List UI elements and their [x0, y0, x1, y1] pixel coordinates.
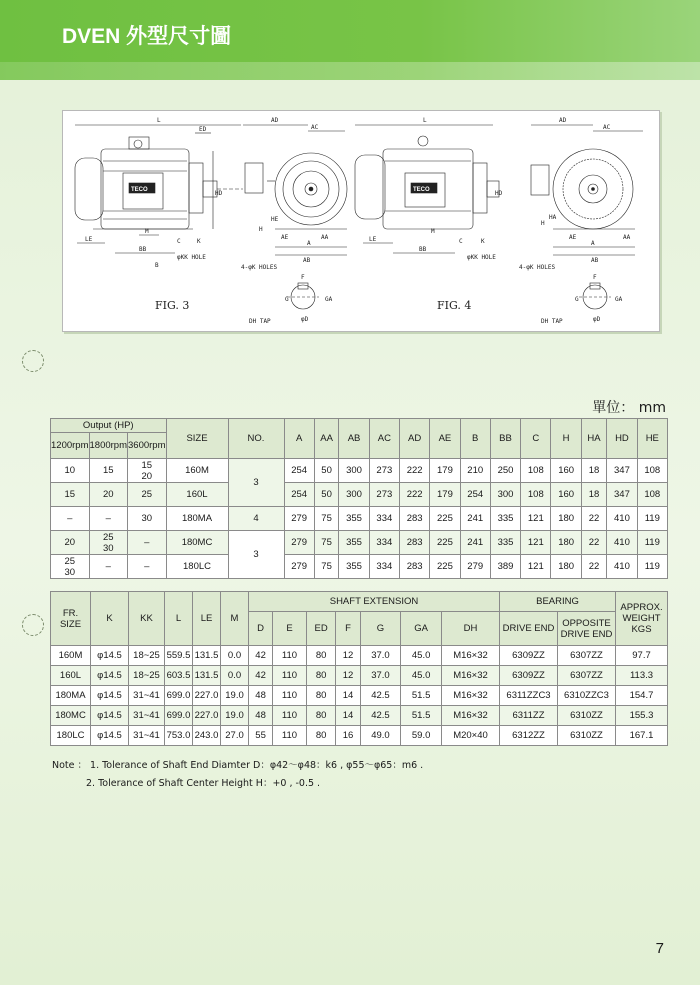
punch-hole-marker: [22, 350, 44, 372]
table-cell: 75: [314, 531, 339, 555]
table-cell: 160L: [51, 666, 91, 686]
table-cell: AD: [399, 419, 429, 459]
table-cell: 80: [306, 666, 336, 686]
fig4-side-view: [355, 117, 503, 261]
table-cell: 334: [369, 555, 399, 579]
table-cell: AC: [369, 419, 399, 459]
table-row: [51, 531, 668, 555]
table-cell: 6312ZZ: [500, 726, 558, 746]
table-cell: 45.0: [401, 646, 442, 666]
table-cell: 155.3: [616, 706, 668, 726]
table-cell: –: [51, 507, 90, 531]
table-cell: 389: [490, 555, 520, 579]
table-cell: 279: [460, 555, 490, 579]
table-cell: DH: [442, 612, 500, 646]
svg-text:AA: AA: [321, 234, 329, 241]
svg-text:L: L: [423, 117, 427, 124]
svg-text:AE: AE: [569, 234, 577, 241]
table-cell: K: [91, 592, 129, 646]
shaft-bearing-table: [50, 591, 668, 746]
table-cell: 167.1: [616, 726, 668, 746]
table-cell: 12: [336, 666, 360, 686]
fig4-shaft-detail: [541, 274, 623, 325]
table-cell: G: [360, 612, 401, 646]
table-cell: L: [165, 592, 193, 646]
table-row: [51, 726, 668, 746]
table-cell: 254: [284, 459, 314, 483]
table-cell: 6311ZZC3: [500, 686, 558, 706]
unit-label: 單位： mm: [592, 400, 666, 416]
table-cell: D: [249, 612, 273, 646]
table-cell: 279: [284, 531, 314, 555]
table-cell: 108: [637, 483, 667, 507]
table-cell: AB: [339, 419, 369, 459]
table-cell: 6309ZZ: [500, 666, 558, 686]
svg-text:AD: AD: [559, 117, 567, 124]
table-cell: F: [336, 612, 360, 646]
table-cell: 0.0: [221, 666, 249, 686]
table-cell: 131.5: [193, 666, 221, 686]
table-cell: GA: [401, 612, 442, 646]
table-cell: 241: [460, 531, 490, 555]
table-cell: 16: [336, 726, 360, 746]
table-cell: 121: [521, 555, 551, 579]
table-cell: 699.0: [165, 686, 193, 706]
table-cell: 6310ZZ: [558, 726, 616, 746]
table-cell: 410: [607, 555, 637, 579]
table-cell: φ14.5: [91, 706, 129, 726]
fig3-shaft-detail: [249, 274, 333, 325]
table-cell: 410: [607, 531, 637, 555]
table-cell: 335: [490, 531, 520, 555]
svg-text:LE: LE: [85, 236, 93, 243]
table-cell: 45.0: [401, 666, 442, 686]
svg-text:BB: BB: [419, 246, 427, 253]
table-cell: 355: [339, 531, 369, 555]
table-cell: 25 30: [51, 555, 90, 579]
table-cell: φ14.5: [91, 646, 129, 666]
svg-text:K: K: [481, 238, 485, 245]
table-cell: 19.0: [221, 686, 249, 706]
table-cell: 18: [581, 459, 607, 483]
table-cell: 42.5: [360, 706, 401, 726]
table-cell: 559.5: [165, 646, 193, 666]
table-cell: M16×32: [442, 646, 500, 666]
fig4-label: FIG. 4: [437, 299, 472, 312]
page-title: DVEN 外型尺寸圖: [62, 25, 232, 48]
table-row: [51, 646, 668, 666]
table-cell: 250: [490, 459, 520, 483]
svg-text:GA: GA: [615, 296, 623, 303]
fig3-label: FIG. 3: [155, 299, 190, 312]
svg-text:AA: AA: [623, 234, 631, 241]
table-cell: φ14.5: [91, 666, 129, 686]
table-cell: 37.0: [360, 666, 401, 686]
table-cell: 225: [430, 507, 460, 531]
table-cell: 14: [336, 706, 360, 726]
table-row: [51, 666, 668, 686]
svg-text:TECO: TECO: [413, 187, 430, 193]
table-cell: 753.0: [165, 726, 193, 746]
table-cell: 160M: [51, 646, 91, 666]
table-cell: 31~41: [129, 686, 165, 706]
table-cell: 15: [89, 459, 128, 483]
table-cell: 110: [273, 726, 307, 746]
table-cell: 50: [314, 483, 339, 507]
table-cell: 300: [339, 459, 369, 483]
table-cell: 254: [460, 483, 490, 507]
table-cell: 1800rpm: [89, 433, 128, 459]
table-cell: 6307ZZ: [558, 666, 616, 686]
table-cell: 55: [249, 726, 273, 746]
table-cell: 180: [551, 531, 581, 555]
table-cell: 42.5: [360, 686, 401, 706]
shaft-extension-header: SHAFT EXTENSION: [249, 592, 500, 612]
table-cell: 113.3: [616, 666, 668, 686]
svg-text:M: M: [145, 228, 149, 235]
svg-text:AC: AC: [311, 124, 319, 131]
bearing-header: BEARING: [500, 592, 616, 612]
table-cell: 119: [637, 507, 667, 531]
table-cell: B: [460, 419, 490, 459]
table-cell: 22: [581, 507, 607, 531]
dimension-table: [50, 418, 668, 579]
svg-text:4-φK HOLES: 4-φK HOLES: [519, 264, 556, 271]
svg-text:TECO: TECO: [131, 187, 148, 193]
table-cell: 6311ZZ: [500, 706, 558, 726]
table-cell: 180MC: [51, 706, 91, 726]
table-cell: 4: [228, 507, 284, 531]
svg-text:AB: AB: [303, 257, 311, 264]
table-cell: 6310ZZ: [558, 706, 616, 726]
table-cell: M: [221, 592, 249, 646]
svg-text:M: M: [431, 228, 435, 235]
fig3-side-view: [75, 117, 243, 269]
table-cell: M16×32: [442, 666, 500, 686]
table-cell: –: [89, 555, 128, 579]
table-cell: 18: [581, 483, 607, 507]
svg-text:F: F: [593, 274, 597, 281]
table-cell: 119: [637, 555, 667, 579]
table-cell: 180MC: [166, 531, 228, 555]
table-cell: 225: [430, 531, 460, 555]
table-cell: 335: [490, 507, 520, 531]
table-cell: 30: [128, 507, 167, 531]
svg-text:F: F: [301, 274, 305, 281]
table-cell: 225: [430, 555, 460, 579]
table-cell: 410: [607, 507, 637, 531]
page-number: 7: [655, 940, 664, 957]
table-cell: DRIVE END: [500, 612, 558, 646]
table-cell: BB: [490, 419, 520, 459]
table-cell: 300: [490, 483, 520, 507]
svg-text:A: A: [307, 240, 311, 247]
table-row: [51, 706, 668, 726]
table-cell: 273: [369, 483, 399, 507]
table-cell: 227.0: [193, 706, 221, 726]
svg-text:φKK HOLE: φKK HOLE: [177, 254, 206, 261]
table-cell: –: [128, 531, 167, 555]
table-cell: φ14.5: [91, 686, 129, 706]
table-cell: APPROX. WEIGHT KGS: [616, 592, 668, 646]
table-cell: OPPOSITE DRIVE END: [558, 612, 616, 646]
svg-text:K: K: [197, 238, 201, 245]
table-cell: 51.5: [401, 706, 442, 726]
table-cell: 180MA: [51, 686, 91, 706]
svg-text:G: G: [575, 296, 579, 303]
table-cell: 6310ZZC3: [558, 686, 616, 706]
table-cell: 14: [336, 686, 360, 706]
table-cell: 10: [51, 459, 90, 483]
table-cell: 12: [336, 646, 360, 666]
table-cell: 273: [369, 459, 399, 483]
svg-text:DH TAP: DH TAP: [249, 318, 271, 325]
table-cell: 42: [249, 666, 273, 686]
table-cell: A: [284, 419, 314, 459]
table-cell: 6307ZZ: [558, 646, 616, 666]
table-cell: 180: [551, 507, 581, 531]
table-cell: 108: [637, 459, 667, 483]
table-cell: M16×32: [442, 686, 500, 706]
table-cell: 131.5: [193, 646, 221, 666]
table-cell: 180: [551, 555, 581, 579]
table-row: [51, 507, 668, 531]
svg-text:AE: AE: [281, 234, 289, 241]
table-cell: HA: [581, 419, 607, 459]
table-cell: 42: [249, 646, 273, 666]
table-cell: 603.5: [165, 666, 193, 686]
table-cell: KK: [129, 592, 165, 646]
table-cell: 37.0: [360, 646, 401, 666]
table-cell: 347: [607, 459, 637, 483]
table-cell: FR. SIZE: [51, 592, 91, 646]
table-cell: 1200rpm: [51, 433, 90, 459]
table-cell: 222: [399, 483, 429, 507]
table-cell: 6309ZZ: [500, 646, 558, 666]
notes: [52, 757, 423, 793]
note-line-1: Note ： 1. Tolerance of Shaft End Diamter D：φ42～φ48：k6 , φ55～φ65：m6 .: [52, 760, 424, 771]
punch-hole-marker: [22, 614, 44, 636]
table-cell: 243.0: [193, 726, 221, 746]
table-cell: 222: [399, 459, 429, 483]
table-cell: 31~41: [129, 706, 165, 726]
svg-text:AC: AC: [603, 124, 611, 131]
table-cell: 254: [284, 483, 314, 507]
svg-text:4-φK HOLES: 4-φK HOLES: [241, 264, 278, 271]
table-cell: 160L: [166, 483, 228, 507]
table-cell: 59.0: [401, 726, 442, 746]
table-cell: AA: [314, 419, 339, 459]
table-cell: 699.0: [165, 706, 193, 726]
dimension-drawing: [62, 110, 660, 332]
table-cell: 121: [521, 531, 551, 555]
svg-text:C: C: [177, 238, 181, 245]
table-cell: 154.7: [616, 686, 668, 706]
table-cell: 20: [89, 483, 128, 507]
svg-text:B: B: [155, 262, 159, 269]
table-cell: 15: [51, 483, 90, 507]
table-cell: 25 30: [89, 531, 128, 555]
table-cell: 110: [273, 666, 307, 686]
table-cell: 0.0: [221, 646, 249, 666]
table-cell: 19.0: [221, 706, 249, 726]
table-cell: ED: [306, 612, 336, 646]
table-cell: 80: [306, 646, 336, 666]
table-cell: LE: [193, 592, 221, 646]
table-cell: 22: [581, 555, 607, 579]
table-cell: 179: [430, 459, 460, 483]
dim-L-3: L: [157, 117, 161, 124]
table-cell: 15 20: [128, 459, 167, 483]
table-cell: 180MA: [166, 507, 228, 531]
table-cell: 283: [399, 531, 429, 555]
table-cell: 48: [249, 706, 273, 726]
table-cell: 160: [551, 483, 581, 507]
table-cell: 80: [306, 686, 336, 706]
table-cell: 108: [521, 459, 551, 483]
svg-text:HA: HA: [549, 214, 557, 221]
table-cell: 27.0: [221, 726, 249, 746]
table-cell: M16×32: [442, 706, 500, 726]
table-cell: AE: [430, 419, 460, 459]
table-cell: 51.5: [401, 686, 442, 706]
table-cell: 300: [339, 483, 369, 507]
table-cell: 279: [284, 507, 314, 531]
table-cell: 22: [581, 531, 607, 555]
table-cell: –: [128, 555, 167, 579]
table-cell: 49.0: [360, 726, 401, 746]
svg-text:BB: BB: [139, 246, 147, 253]
svg-text:AD: AD: [271, 117, 279, 124]
table-cell: C: [521, 419, 551, 459]
table-cell: 3: [228, 459, 284, 507]
table-cell: 347: [607, 483, 637, 507]
table-cell: 160: [551, 459, 581, 483]
table-cell: 121: [521, 507, 551, 531]
svg-text:DH TAP: DH TAP: [541, 318, 563, 325]
table-cell: 283: [399, 507, 429, 531]
table-cell: 210: [460, 459, 490, 483]
table-cell: –: [89, 507, 128, 531]
table-cell: SIZE: [166, 419, 228, 459]
svg-text:H: H: [259, 226, 263, 233]
table-row: [51, 483, 668, 507]
table-cell: φ14.5: [91, 726, 129, 746]
table-cell: 334: [369, 531, 399, 555]
table-cell: 110: [273, 706, 307, 726]
svg-text:HD: HD: [495, 190, 503, 197]
table-cell: 160M: [166, 459, 228, 483]
table-cell: 279: [284, 555, 314, 579]
table-cell: 179: [430, 483, 460, 507]
table-cell: 75: [314, 555, 339, 579]
fig3-front-view: [241, 117, 347, 271]
table-cell: 227.0: [193, 686, 221, 706]
svg-text:AB: AB: [591, 257, 599, 264]
svg-text:H: H: [541, 220, 545, 227]
table-row: [51, 555, 668, 579]
table-row: [51, 459, 668, 483]
svg-text:φD: φD: [301, 316, 309, 323]
table-cell: H: [551, 419, 581, 459]
svg-text:A: A: [591, 240, 595, 247]
output-header: Output (HP): [51, 419, 167, 433]
svg-text:LE: LE: [369, 236, 377, 243]
table-cell: 119: [637, 531, 667, 555]
table-cell: 48: [249, 686, 273, 706]
table-cell: 31~41: [129, 726, 165, 746]
header-band: [0, 62, 700, 80]
table-cell: 180LC: [51, 726, 91, 746]
page-header: [0, 0, 700, 80]
svg-text:GA: GA: [325, 296, 333, 303]
table-cell: 110: [273, 686, 307, 706]
table-row: [51, 686, 668, 706]
svg-text:ED: ED: [199, 126, 207, 133]
svg-text:C: C: [459, 238, 463, 245]
table-cell: 283: [399, 555, 429, 579]
table-cell: 25: [128, 483, 167, 507]
table-cell: E: [273, 612, 307, 646]
fig4-front-view: [519, 117, 643, 271]
motor-drawings-svg: [63, 111, 661, 333]
note-line-2: 2. Tolerance of Shaft Center Height H：+0 , -0.5 .: [86, 778, 321, 789]
table-cell: 355: [339, 507, 369, 531]
table-cell: NO.: [228, 419, 284, 459]
table-cell: 97.7: [616, 646, 668, 666]
svg-text:HD: HD: [215, 190, 223, 197]
table-cell: 18~25: [129, 646, 165, 666]
table-cell: M20×40: [442, 726, 500, 746]
table-cell: 241: [460, 507, 490, 531]
table-cell: HE: [637, 419, 667, 459]
table-cell: 110: [273, 646, 307, 666]
svg-text:HE: HE: [271, 216, 279, 223]
table-cell: 50: [314, 459, 339, 483]
table-cell: 75: [314, 507, 339, 531]
table-cell: 355: [339, 555, 369, 579]
table-cell: 20: [51, 531, 90, 555]
table-cell: 18~25: [129, 666, 165, 686]
svg-text:G: G: [285, 296, 289, 303]
table-cell: 3: [228, 531, 284, 579]
svg-text:φD: φD: [593, 316, 601, 323]
table-cell: 180LC: [166, 555, 228, 579]
table-cell: 334: [369, 507, 399, 531]
table-cell: 80: [306, 706, 336, 726]
table-cell: HD: [607, 419, 637, 459]
table-cell: 80: [306, 726, 336, 746]
table-cell: 108: [521, 483, 551, 507]
svg-text:φKK HOLE: φKK HOLE: [467, 254, 496, 261]
table-cell: 3600rpm: [128, 433, 167, 459]
